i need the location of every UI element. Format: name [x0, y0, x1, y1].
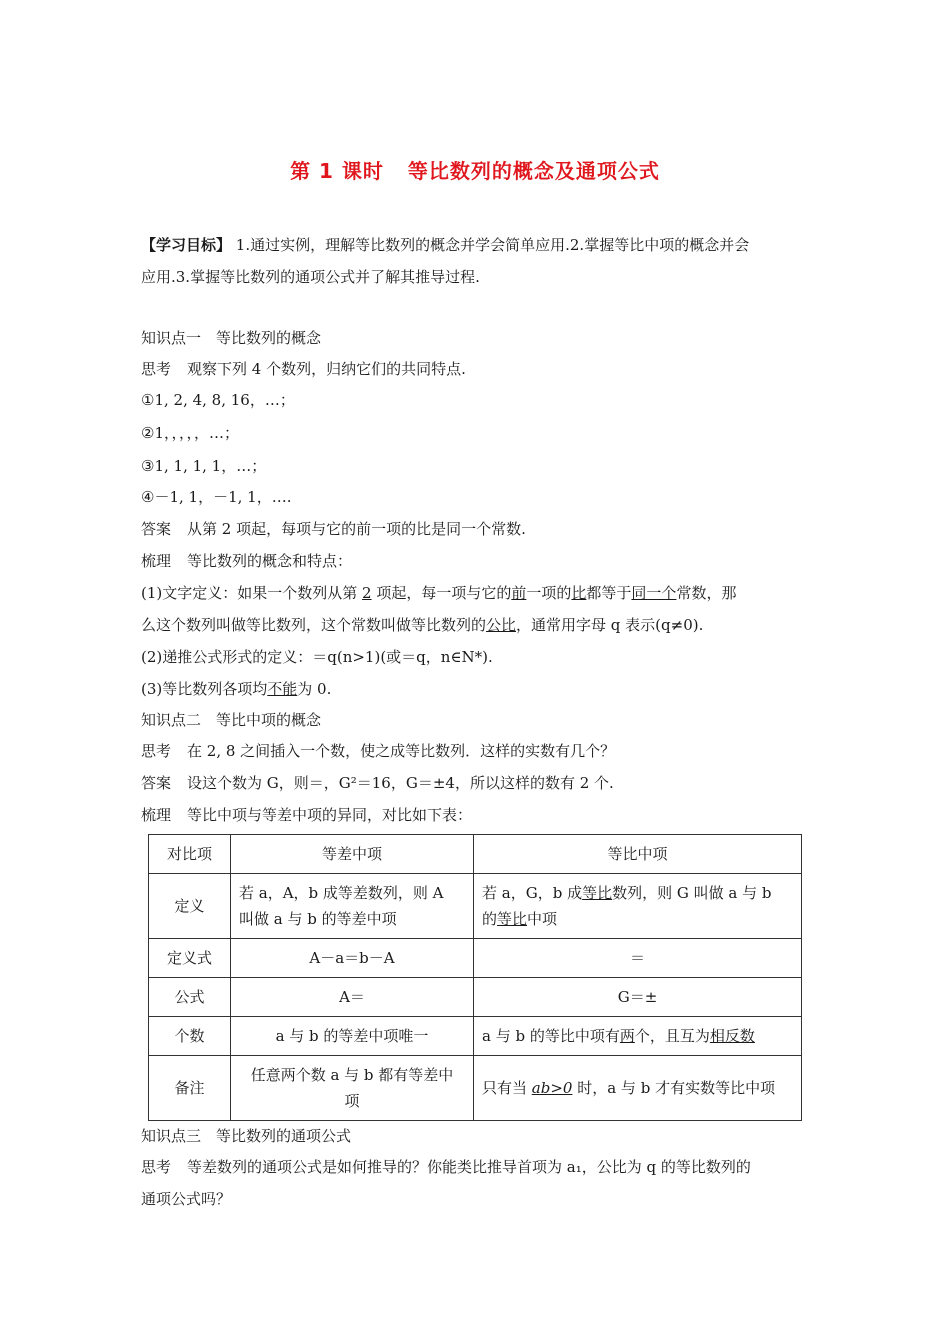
- kp2-think: [141, 741, 615, 761]
- row-label: 个数: [149, 1017, 231, 1056]
- answer-text: 从第 2 项起，每项与它的前一项的比是同一个常数.: [187, 520, 526, 538]
- summary-label: 梳理: [141, 806, 172, 824]
- table-cell: a 与 b 的等比中项有两个，且互为相反数: [474, 1017, 802, 1056]
- table-header-row: [149, 835, 802, 874]
- think-text: 观察下列 4 个数列，归纳它们的共同特点.: [187, 360, 466, 378]
- objectives-line-1: [141, 235, 749, 255]
- recursive-definition: (2)递推公式形式的定义：＝q(n>1)(或＝q，n∈N*).: [141, 648, 493, 666]
- kp1-summary: [141, 551, 352, 571]
- kp2-heading: 知识点二 等比中项的概念: [141, 711, 322, 729]
- comparison-table: [148, 834, 802, 1121]
- objectives-line-2: 应用.3.掌握等比数列的通项公式并了解其推导过程.: [141, 268, 480, 286]
- definition-line-2: 么这个数列叫做等比数列，这个常数叫做等比数列的公比，通常用字母 q 表示(q≠0).: [141, 616, 704, 634]
- row-label: 定义式: [149, 939, 231, 978]
- table-cell: G＝±: [474, 978, 802, 1017]
- objectives-text-1: 1.通过实例，理解等比数列的概念并学会简单应用.2.掌握等比中项的概念并会: [235, 236, 750, 254]
- think-label: 思考: [141, 742, 172, 760]
- row-label: 定义: [149, 874, 231, 939]
- summary-text: 等比中项与等差中项的异同，对比如下表：: [187, 806, 473, 824]
- row-label: 公式: [149, 978, 231, 1017]
- fill-blank: 2: [362, 584, 372, 602]
- table-cell: 任意两个数 a 与 b 都有等差中 项: [231, 1056, 474, 1121]
- definition-line-1: (1)文字定义：如果一个数列从第 2 项起，每一项与它的前一项的比都等于同一个常数，那: [141, 584, 737, 602]
- kp1-heading: 知识点一 等比数列的概念: [141, 329, 322, 347]
- sequence-2: ②1，，，，，…；: [141, 424, 239, 442]
- table-header: 对比项: [149, 835, 231, 874]
- nonzero-rule: (3)等比数列各项均不能为 0.: [141, 680, 332, 698]
- lesson-topic: 等比数列的概念及通项公式: [407, 159, 660, 183]
- table-header: 等比中项: [474, 835, 802, 874]
- fill-blank: 公比: [486, 616, 517, 634]
- lesson-number: 第 1 课时: [290, 159, 384, 183]
- think-label: 思考: [141, 1158, 172, 1176]
- table-cell: 若 a，A，b 成等差数列，则 A 叫做 a 与 b 的等差中项: [231, 874, 474, 939]
- kp3-heading: 知识点三 等比数列的通项公式: [141, 1127, 352, 1145]
- table-cell: A－a＝b－A: [231, 939, 474, 978]
- kp2-answer: [141, 773, 614, 793]
- table-row: [149, 939, 802, 978]
- table-header: 等差中项: [231, 835, 474, 874]
- table-cell: 若 a，G，b 成等比数列，则 G 叫做 a 与 b 的等比中项: [474, 874, 802, 939]
- fill-blank: 比: [571, 584, 587, 602]
- page-title: [0, 155, 950, 184]
- answer-label: 答案: [141, 774, 172, 792]
- table-cell: 只有当 ab>0 时，a 与 b 才有实数等比中项: [474, 1056, 802, 1121]
- fill-blank: 前: [511, 584, 527, 602]
- kp2-summary: [141, 805, 472, 825]
- think-text: 在 2, 8 之间插入一个数，使之成等比数列．这样的实数有几个？: [187, 742, 616, 760]
- summary-text: 等比数列的概念和特点：: [187, 552, 353, 570]
- kp1-think: [141, 359, 466, 379]
- fill-blank: 同一个: [631, 584, 677, 602]
- table-cell: ＝: [474, 939, 802, 978]
- fill-blank: 不能: [267, 680, 298, 698]
- table-cell: a 与 b 的等差中项唯一: [231, 1017, 474, 1056]
- sequence-3: ③1, 1, 1, 1，…；: [141, 457, 267, 475]
- think-label: 思考: [141, 360, 172, 378]
- sequence-4: ④－1, 1，－1, 1，….: [141, 488, 292, 506]
- table-cell: A＝: [231, 978, 474, 1017]
- kp3-think-continued: 通项公式吗？: [141, 1190, 232, 1208]
- table-row: [149, 978, 802, 1017]
- table-row: [149, 1017, 802, 1056]
- row-label: 备注: [149, 1056, 231, 1121]
- kp3-think: [141, 1157, 751, 1177]
- kp1-answer: [141, 519, 526, 539]
- objectives-label: 【学习目标】: [141, 236, 232, 254]
- sequence-1: ①1, 2, 4, 8, 16，…；: [141, 391, 295, 409]
- answer-label: 答案: [141, 520, 172, 538]
- summary-label: 梳理: [141, 552, 172, 570]
- table-row: [149, 874, 802, 939]
- table-row: [149, 1056, 802, 1121]
- think-text: 等差数列的通项公式是如何推导的？你能类比推导首项为 a₁，公比为 q 的等比数列的: [187, 1158, 751, 1176]
- answer-text: 设这个数为 G，则＝，G²＝16，G＝±4，所以这样的数有 2 个.: [187, 774, 614, 792]
